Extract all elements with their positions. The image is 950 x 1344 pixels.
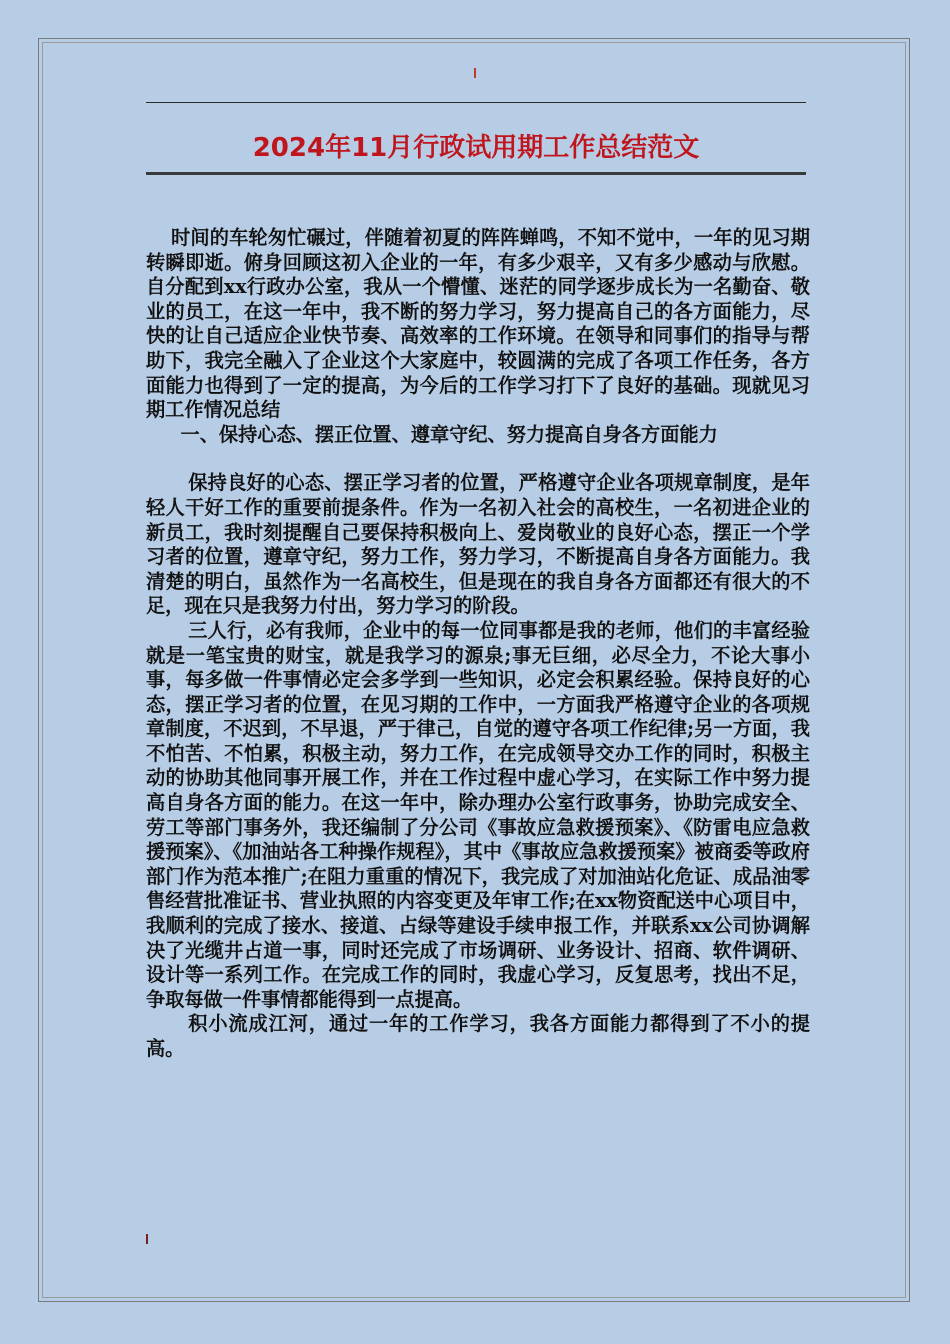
document-title: 2024年11月行政试用期工作总结范文 — [252, 133, 700, 163]
footer-cursor-mark — [146, 1234, 148, 1244]
paragraph-intro: 时间的车轮匆忙碾过，伴随着初夏的阵阵蝉鸣，不知不觉中，一年的见习期转瞬即逝。俯身回顾这初入企业的一年，有多少艰辛，又有多少感动与欣慰。自分配到xx行政办公室，我从一个懵懂、迷茫的同学逐步成长为一名勤奋、敬业的员工，在这一年中，我不断的努力学习，努力提高自己的各方面能力，尽快的让自己适应企业快节奏、高效率的工作环境。在领导和同事们的指导与帮助下，我完全融入了企业这个大家庭中，较圆满的完成了各项工作任务，各方面能力也得到了一定的提高，为今后的工作学习打下了良好的基础。现就见习期工作情况总结 — [146, 226, 810, 422]
paragraph-conclusion: 积小流成江河，通过一年的工作学习，我各方面能力都得到了不小的提高。 — [146, 1012, 810, 1060]
paragraph-attitude: 保持良好的心态、摆正学习者的位置，严格遵守企业各项规章制度，是年轻人干好工作的重要前提条件。作为一名初入社会的高校生，一名初进企业的新员工，我时刻提醒自己要保持积极向上、爱岗敬业的良好心态，摆正一个学习者的位置，遵章守纪，努力工作，努力学习，不断提高自身各方面能力。我清楚的明白，虽然作为一名高校生，但是现在的我自身各方面都还有很大的不足，现在只是我努力付出，努力学习的阶段。 — [146, 471, 810, 618]
paragraph-learning: 三人行，必有我师，企业中的每一位同事都是我的老师，他们的丰富经验就是一笔宝贵的财宝，就是我学习的源泉;事无巨细，必尽全力，不论大事小事，每多做一件事情必定会多学到一些知识，必定会积累经验。保持良好的心态，摆正学习者的位置，在见习期的工作中，一方面我严格遵守企业的各项规章制度，不迟到，不早退，严于律己，自觉的遵守各项工作纪律;另一方面，我不怕苦、不怕累，积极主动，努力工作，在完成领导交办工作的同时，积极主动的协助其他同事开展工作，并在工作过程中虚心学习，在实际工作中努力提高自身各方面的能力。在这一年中，除办理办公室行政事务，协助完成安全、劳工等部门事务外，我还编制了分公司《事故应急救援预案》、《防雷电应急救援预案》、《加油站各工种操作规程》，其中《事故应急救援预案》被商委等政府部门作为范本推广;在阻力重重的情况下，我完成了对加油站化危证、成品油零售经营批准证书、营业执照的内容变更及年审工作;在xx物资配送中心项目中，我顺利的完成了接水、接道、占绿等建设手续申报工作，并联系xx公司协调解决了光缆井占道一事，同时还完成了市场调研、业务设计、招商、软件调研、设计等一系列工作。在完成工作的同时，我虚心学习，反复思考，找出不足，争取每做一件事情都能得到一点提高。 — [146, 618, 810, 1011]
title-underline — [146, 172, 806, 175]
section-heading: 一、保持心态、摆正位置、遵章守纪、努力提高自身各方面能力 — [180, 422, 718, 446]
document-body — [146, 226, 810, 1062]
header-rule — [146, 102, 806, 103]
header-cursor-mark — [474, 68, 476, 78]
